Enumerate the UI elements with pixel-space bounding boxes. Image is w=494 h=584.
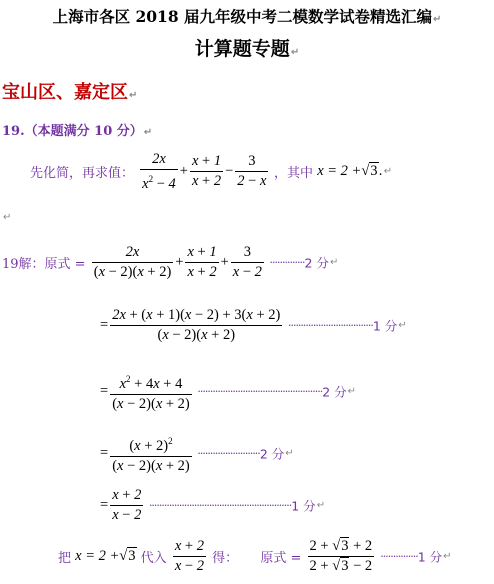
- prompt-period: .: [378, 164, 383, 180]
- document-title-text: 上海市各区 2018 届九年级中考二模数学试卷精选汇编: [52, 7, 433, 26]
- document-subtitle-text: 计算题专题: [194, 38, 290, 60]
- paragraph-mark: ↵: [383, 166, 393, 178]
- substitute-value: x = 2 +√3: [75, 547, 136, 564]
- document-title: [0, 5, 494, 27]
- paragraph-mark: ↵: [329, 256, 339, 268]
- substitute-lhs: x = 2 +: [75, 547, 120, 564]
- score-label: 2 分: [259, 446, 285, 462]
- solution-line-1: 19解：原式 = $\frac{2x}{(x - 2)(x + 2)}$ + $\frac{x + 1}{x + 2}$ + $\frac{3}{x - 2}$ ··············2 分↵: [2, 244, 339, 280]
- solution-line-5: = $\frac{x + 2}{x - 2}$ ·························································1 分↵: [100, 487, 326, 523]
- question-prompt: [30, 150, 392, 194]
- solution-line-3: = $\frac{x^2 + 4x + 4}{(x - 2)(x + 2)}$ ··················································2 分↵: [100, 374, 357, 412]
- condition-lhs: x = 2 +: [317, 163, 362, 180]
- solution-expression-5: = $\frac{x + 2}{x - 2}$: [100, 487, 142, 523]
- paragraph-mark: ↵: [316, 499, 326, 511]
- paragraph-mark: ↵: [398, 319, 407, 331]
- condition-radicand: 3: [370, 163, 378, 180]
- paragraph-mark: ↵: [285, 448, 294, 460]
- solution-expression-2: = $\frac{2x + (x + 1)(x - 2) + 3(x + 2)}{(x - 2)(x + 2)}$: [100, 307, 281, 343]
- paragraph-mark: ↵: [290, 47, 300, 58]
- solution-line-4: = $\frac{(x + 2)^2}{(x - 2)(x + 2)}$ ·························2 分↵: [100, 436, 294, 474]
- empty-paragraph-mark: ↵: [3, 212, 12, 223]
- paragraph-mark: ↵: [347, 386, 357, 398]
- solution-expression-3: = $\frac{x^2 + 4x + 4}{(x - 2)(x + 2)}$: [100, 374, 190, 412]
- condition-expression: x = 2 +√3: [317, 163, 378, 180]
- document-subtitle: [0, 34, 494, 61]
- question-number-text: 19.（本题满分 10 分）: [2, 124, 143, 139]
- original-label: 原式 =: [260, 550, 302, 566]
- solution-expression-4: = $\frac{(x + 2)^2}{(x - 2)(x + 2)}$: [100, 436, 190, 474]
- district-heading-text: 宝山区、嘉定区: [2, 82, 128, 103]
- substitute-radicand: 3: [128, 547, 136, 564]
- substitute-mid: 代入: [140, 550, 167, 566]
- solution-label: 19解：原式 =: [2, 256, 86, 272]
- substitute-prefix: 把: [58, 550, 72, 566]
- paragraph-mark: ↵: [129, 90, 138, 101]
- prompt-prefix: 先化简，再求值：: [30, 166, 135, 182]
- paragraph-mark: ↵: [443, 550, 452, 562]
- paragraph-mark: ↵: [143, 127, 153, 138]
- final-expression: $\frac{2 + √3 + 2}{2 + √3 - 2}$: [309, 538, 373, 574]
- solution-expression-1: $\frac{2x}{(x - 2)(x + 2)}$ + $\frac{x + 1}{x + 2}$ + $\frac{3}{x - 2}$: [93, 244, 262, 280]
- question-number: [2, 120, 152, 139]
- solution-line-6: 把 x = 2 +√3 代入 $\frac{x + 2}{x - 2}$ 得： 原式 = $\frac{2 + √3 + 2}{2 + √3 - 2}$ ···············1 分↵: [58, 538, 452, 574]
- score-label: 1 分: [417, 549, 443, 565]
- substitute-after: 得：: [212, 550, 239, 566]
- score-label: 1 分: [372, 318, 398, 334]
- score-label: 1 分: [291, 498, 316, 514]
- score-label: 2 分: [322, 384, 347, 400]
- district-heading: [2, 78, 137, 104]
- solution-line-2: = $\frac{2x + (x + 1)(x - 2) + 3(x + 2)}{(x - 2)(x + 2)}$ ··································1 分↵: [100, 307, 407, 343]
- substitute-fraction: $\frac{x + 2}{x - 2}$: [174, 538, 204, 574]
- score-label: 2 分: [304, 255, 329, 271]
- prompt-expression: $\frac{2x}{x^2 - 4}$ + $\frac{x + 1}{x + 2}$ − $\frac{3}{2 - x}$: [142, 151, 267, 192]
- paragraph-mark: ↵: [433, 14, 442, 25]
- prompt-condition-label: ，其中: [274, 166, 314, 182]
